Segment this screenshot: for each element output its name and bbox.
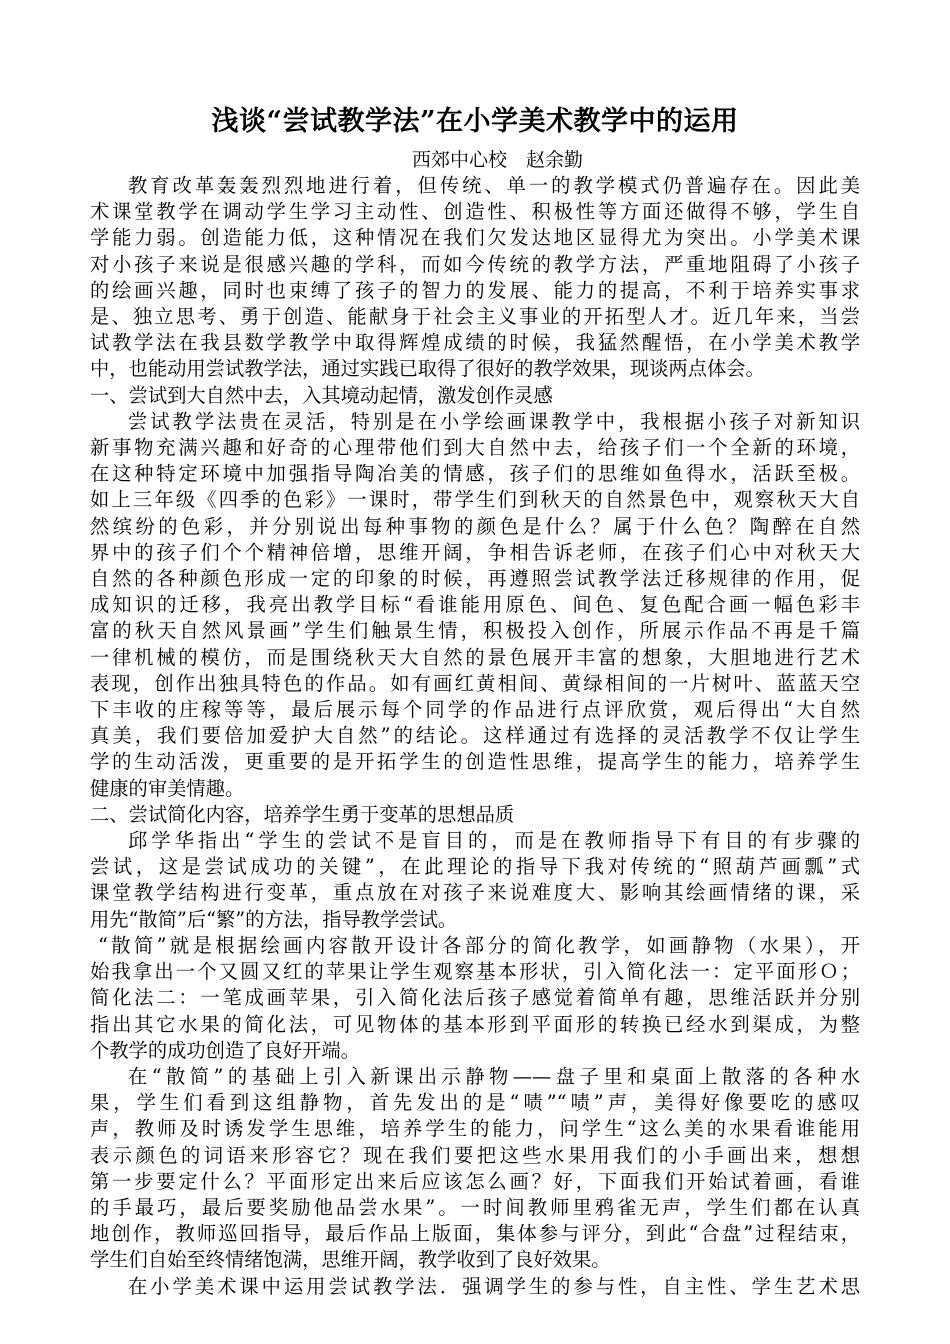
text-line: 健康的审美情趣。 (90, 776, 245, 800)
text-line: 在这种特定环境中加强指导陶冶美的情感，孩子们的思维如鱼得水，活跃至极。 (90, 462, 860, 486)
text-line: 对小孩子来说是很感兴趣的学科，而如今传统的教学方法，严重地阻碍了小孩子 (90, 252, 860, 276)
text-line: 富的秋天自然风景画”学生们触景生情，积极投入创作，所展示作品不再是千篇 (90, 619, 860, 643)
text-line: 指出其它水果的简化法，可见物体的基本形到平面形的转换已经水到渠成，为整 (90, 1012, 860, 1036)
document-title: 浅谈“尝试教学法”在小学美术教学中的运用 (211, 106, 739, 137)
section-heading-2: 二、尝试简化内容，培养学生勇于变革的思想品质 (90, 802, 515, 826)
text-line: 学生们自始至终情绪饱满，思维开阔，教学收到了良好效果。 (90, 1248, 611, 1272)
text-line: 自然的各种颜色形成一定的印象的时候，再遵照尝试教学法迁移规律的作用，促 (90, 567, 860, 591)
text-line: 第一步要定什么？平面形定出来后应该怎么画？好，下面我们开始试着画，看谁 (90, 1169, 860, 1193)
text-line: 一律机械的模仿，而是围绕秋天大自然的景色展开丰富的想象，大胆地进行艺术 (90, 645, 860, 669)
text-line: 尝试，这是尝试成功的关键”，在此理论的指导下我对传统的“照葫芦画瓢”式 (90, 855, 860, 879)
document-page (90, 100, 860, 1300)
text-line: 个教学的成功创造了良好开端。 (90, 1038, 360, 1062)
text-line: 真美，我们要倍加爱护大自然”的结论。这样通过有选择的灵活教学不仅让学生 (90, 724, 860, 748)
author-byline: 西郊中心校 赵余勤 (411, 149, 583, 171)
text-line: 界中的孩子们个个精神倍增，思维开阔，争相告诉老师，在孩子们心中对秋天大 (90, 540, 860, 564)
text-line: 术课堂教学在调动学生学习主动性、创造性、积极性等方面还做得不够，学生自 (90, 200, 860, 224)
text-line: 简化法二：一笔成画苹果，引入简化法后孩子感觉着简单有趣，思维活跃并分别 (90, 986, 860, 1010)
text-line: 学能力弱。创造能力低，这种情况在我们欠发达地区显得尤为突出。小学美术课 (90, 226, 860, 250)
text-line: 教育改革轰轰烈烈地进行着，但传统、单一的教学模式仍普遍存在。因此美 (128, 174, 860, 197)
text-line: 表现，创作出独具特色的作品。如有画红黄相间、黄绿相间的一片树叶、蓝蓝天空 (90, 671, 860, 695)
text-line: 如上三年级《四季的色彩》一课时，带学生们到秋天的自然景色中，观察秋天大自 (90, 488, 860, 512)
text-line: 始我拿出一个又圆又红的苹果让学生观察基本形状，引入简化法一：定平面形Ｏ； (90, 960, 860, 984)
text-line: 的绘画兴趣，同时也束缚了孩子的智力的发展、能力的提高，不利于培养实事求 (90, 278, 860, 302)
text-line: 地创作，教师巡回指导，最后作品上版面，集体参与评分，到此“合盘”过程结束， (90, 1222, 860, 1246)
text-line: 然缤纷的色彩，并分别说出每种事物的颜色是什么？属于什么色？陶醉在自然 (90, 514, 860, 538)
text-line: 表示颜色的词语来形容它？现在我们要把这些水果用我们的小手画出来，想想 (90, 1143, 860, 1167)
text-line: 在小学美术课中运用尝试教学法．强调学生的参与性，自主性、学生艺术思 (128, 1274, 860, 1298)
text-line: 的手最巧，最后要奖励他品尝水果”。一时间教师里鸦雀无声，学生们都在认真 (90, 1195, 860, 1219)
text-line: 尝试教学法贵在灵活，特别是在小学绘画课教学中，我根据小孩子对新知识 (128, 409, 860, 433)
text-line: 用先“散简”后“繁”的方法，指导教学尝试。 (90, 907, 458, 931)
text-line: 中，也能动用尝试教学法，通过实践已取得了很好的教学效果，现谈两点体会。 (90, 357, 765, 381)
text-line: 试教学法在我县数学教学中取得辉煌成绩的时候，我猛然醒悟，在小学美术教学 (90, 331, 860, 355)
text-line: 在“散简”的基础上引入新课出示静物——盘子里和桌面上散落的各种水 (128, 1064, 860, 1088)
text-line: “散简”就是根据绘画内容散开设计各部分的简化教学，如画静物（水果），开 (98, 933, 860, 957)
text-line: 下丰收的庄稼等等，最后展示每个同学的作品进行点评欣赏，观后得出“大自然 (90, 698, 860, 722)
text-line: 学的生动活泼，更重要的是开拓学生的创造性思维，提高学生的能力，培养学生 (90, 750, 860, 774)
text-line: 新事物充满兴趣和好奇的心理带他们到大自然中去，给孩子们一个全新的环境， (90, 436, 860, 460)
text-line: 是、独立思考、勇于创造、能献身于社会主义事业的开拓型人才。近几年来，当尝 (90, 305, 860, 329)
text-line: 邱学华指出“学生的尝试不是盲目的，而是在教师指导下有目的有步骤的 (128, 829, 860, 853)
text-line: 声，教师及时诱发学生思维，培养学生的能力，问学生“这么美的水果看谁能用 (90, 1117, 860, 1141)
text-line: 成知识的迁移，我亮出教学目标“看谁能用原色、间色、复色配合画一幅色彩丰 (90, 593, 860, 617)
section-heading-1: 一、尝试到大自然中去，入其境动起情，激发创作灵感 (90, 383, 553, 407)
text-line: 课堂教学结构进行变革，重点放在对孩子来说难度大、影响其绘画情绪的课，采 (90, 881, 860, 905)
document-body (90, 173, 860, 1300)
text-line: 果，学生们看到这组静物，首先发出的是“啧”“啧”声，美得好像要吃的感叹 (90, 1091, 860, 1115)
